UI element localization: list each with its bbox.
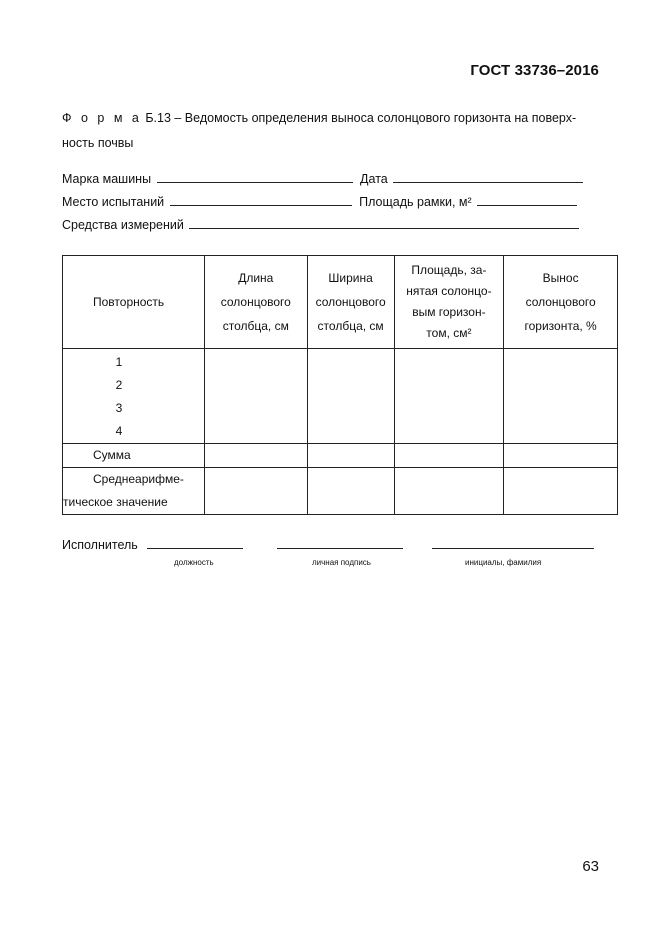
- sum-width-cell: [307, 444, 394, 468]
- header-removal-l1: Вынос: [542, 271, 579, 285]
- sum-length-cell: [204, 444, 307, 468]
- header-area-l4: том, см²: [426, 326, 472, 340]
- sum-label: Сумма: [63, 444, 205, 468]
- header-length-l1: Длина: [238, 271, 274, 285]
- header-length-l2: солонцового: [220, 295, 291, 309]
- frame-area-blank: [477, 193, 577, 206]
- header-area-l2: нятая солонцо-: [406, 284, 492, 298]
- header-area-l3: вым горизон-: [412, 305, 486, 319]
- header-removal-l3: горизонта, %: [524, 319, 597, 333]
- mean-label: [63, 468, 205, 515]
- header-repetition: Повторность: [63, 256, 205, 349]
- standard-number: ГОСТ 33736–2016: [470, 62, 599, 79]
- header-width: [307, 256, 394, 349]
- date-label: Дата: [360, 172, 388, 186]
- repetition-2: 2: [115, 378, 123, 392]
- position-blank: [147, 536, 243, 549]
- width-cell: [307, 349, 394, 444]
- sum-row: [63, 444, 618, 468]
- name-blank: [432, 536, 594, 549]
- mean-label-l1: Среднеарифме-: [93, 472, 184, 486]
- signature-caption: личная подпись: [312, 558, 371, 567]
- form-title-text: Б.13 – Ведомость определения выноса солонцового горизонта на поверх-: [141, 111, 577, 125]
- mean-label-l2: тическое значение: [63, 495, 168, 509]
- machine-brand-label: Марка машины: [62, 172, 152, 186]
- mean-removal-cell: [504, 468, 618, 515]
- date-blank: [393, 170, 583, 183]
- name-caption: инициалы, фамилия: [465, 558, 542, 567]
- report-table: [62, 255, 618, 515]
- header-removal-l2: солонцового: [525, 295, 596, 309]
- mean-width-cell: [307, 468, 394, 515]
- mean-area-cell: [394, 468, 504, 515]
- mean-row: [63, 468, 618, 515]
- header-length-l3: столбца, см: [222, 319, 289, 333]
- form-label: Ф о р м а: [62, 111, 142, 125]
- sum-removal-cell: [504, 444, 618, 468]
- header-length: [204, 256, 307, 349]
- table-header-row: [63, 256, 618, 349]
- header-area-l1: Площадь, за-: [411, 263, 487, 277]
- removal-cell: [504, 349, 618, 444]
- tools-line: [62, 216, 583, 232]
- header-width-l3: столбца, см: [317, 319, 384, 333]
- repetition-numbers: [63, 349, 205, 444]
- area-cell: [394, 349, 504, 444]
- table-row: [63, 349, 618, 444]
- signature-blank: [277, 536, 403, 549]
- header-area: [394, 256, 504, 349]
- header-removal: [504, 256, 618, 349]
- form-title-continuation: ность почвы: [62, 136, 134, 150]
- sum-area-cell: [394, 444, 504, 468]
- header-width-l1: Ширина: [328, 271, 373, 285]
- measuring-tools-label: Средства измерений: [62, 218, 184, 232]
- length-cell: [204, 349, 307, 444]
- performer-label: Исполнитель: [62, 538, 138, 552]
- measuring-tools-blank: [189, 216, 579, 229]
- mean-length-cell: [204, 468, 307, 515]
- frame-area-label: Площадь рамки, м²: [359, 195, 472, 209]
- position-caption: должность: [174, 558, 214, 567]
- repetition-1: 1: [115, 355, 123, 369]
- machine-brand-blank: [157, 170, 353, 183]
- header-width-l2: солонцового: [315, 295, 386, 309]
- test-site-label: Место испытаний: [62, 195, 165, 209]
- form-title: [62, 106, 602, 156]
- site-frame-line: [62, 193, 581, 209]
- test-site-blank: [170, 193, 352, 206]
- machine-date-line: [62, 170, 587, 186]
- repetition-3: 3: [115, 401, 123, 415]
- signature-line: [62, 536, 594, 552]
- repetition-4: 4: [115, 424, 123, 438]
- page-number: 63: [582, 858, 599, 875]
